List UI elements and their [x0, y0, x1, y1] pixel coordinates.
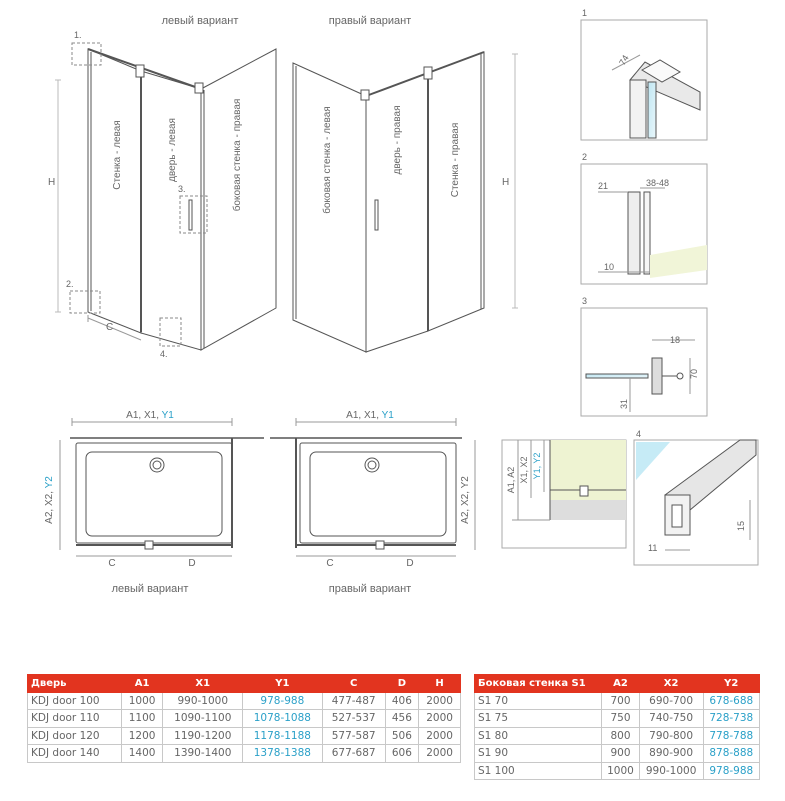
detail-3	[581, 308, 707, 416]
table-row	[475, 745, 760, 763]
detail-2-dim-b: 38-48	[646, 178, 670, 188]
table-cell: 990-1000	[639, 762, 703, 780]
left-drain	[150, 458, 164, 472]
door-table-header-cell: Дверь	[28, 675, 122, 693]
left-plan-caption: левый вариант	[111, 583, 189, 595]
left-fixed-panel-label: Стенка - левая	[112, 120, 123, 190]
table-cell: 2000	[419, 710, 461, 728]
table-cell: 1100	[121, 710, 163, 728]
table-row	[28, 692, 461, 710]
table-cell: 728-738	[703, 710, 759, 728]
table-cell: 1178-1188	[243, 727, 323, 745]
right-door-handle	[375, 200, 378, 230]
table-cell: 506	[385, 727, 419, 745]
table-cell: KDJ door 120	[28, 727, 122, 745]
table-cell: 1000	[602, 762, 639, 780]
table-cell: 1190-1200	[163, 727, 243, 745]
side-table-header	[475, 675, 760, 693]
right-door-label: дверь - правая	[392, 105, 403, 175]
wall-dim-a: A1, A2	[506, 466, 516, 494]
table-cell: 406	[385, 692, 419, 710]
detail-2-dim-c: 10	[604, 262, 615, 272]
door-table	[27, 674, 461, 763]
table-cell: 1200	[121, 727, 163, 745]
right-shower-tray	[300, 443, 456, 543]
detail-4-dim-b: 11	[648, 543, 658, 553]
right-plan-caption: правый вариант	[328, 583, 412, 595]
callout-1: 1.	[74, 30, 82, 40]
wall-dim-y: Y1, Y2	[532, 452, 542, 480]
left-dim-c: C	[106, 322, 114, 333]
detail-1	[581, 20, 707, 140]
table-cell: S1 80	[475, 727, 602, 745]
table-row	[475, 762, 760, 780]
table-cell: 790-800	[639, 727, 703, 745]
table-cell: S1 90	[475, 745, 602, 763]
table-row	[28, 727, 461, 745]
detail-3-dim-c: 31	[619, 398, 629, 410]
table-cell: S1 70	[475, 692, 602, 710]
side-panel-table	[474, 674, 760, 780]
callout-4: 4.	[160, 349, 168, 359]
door-table-header-cell: Y1	[243, 675, 323, 693]
left-door-label: дверь - левая	[167, 118, 178, 182]
right-drain	[365, 458, 379, 472]
detail-3-number: 3	[582, 296, 588, 306]
table-cell: 456	[385, 710, 419, 728]
left-plan-dim-c: C	[108, 558, 116, 569]
table-cell: 978-988	[243, 692, 323, 710]
table-cell: KDJ door 100	[28, 692, 122, 710]
right-plan-top-dim: A1, X1, Y1	[346, 410, 394, 421]
table-cell: 750	[602, 710, 639, 728]
table-cell: 577-587	[322, 727, 385, 745]
left-plan-top-dim: A1, X1, Y1	[126, 410, 174, 421]
left-plan	[60, 418, 264, 556]
table-cell: 800	[602, 727, 639, 745]
table-cell: KDJ door 110	[28, 710, 122, 728]
table-cell: 778-788	[703, 727, 759, 745]
left-dim-h: H	[48, 177, 56, 188]
side-table-header-cell: X2	[639, 675, 703, 693]
table-cell: 700	[602, 692, 639, 710]
table-cell: 900	[602, 745, 639, 763]
detail-1-dim: 74	[617, 53, 631, 67]
table-cell: 1000	[121, 692, 163, 710]
table-cell: S1 100	[475, 762, 602, 780]
right-plan	[270, 418, 475, 556]
right-side-panel-label: боковая стенка - левая	[322, 106, 333, 214]
table-cell: 677-687	[322, 745, 385, 763]
door-handle	[189, 200, 192, 230]
right-plan-side-dim: A2, X2, Y2	[460, 476, 471, 524]
right-plan-dim-d: D	[406, 558, 414, 569]
table-cell: KDJ door 140	[28, 745, 122, 763]
fixed-panel	[88, 49, 141, 333]
table-cell: 740-750	[639, 710, 703, 728]
table-cell: 878-888	[703, 745, 759, 763]
table-cell: 978-988	[703, 762, 759, 780]
left-plan-dim-d: D	[188, 558, 196, 569]
side-table-header-cell: Боковая стенка S1	[475, 675, 602, 693]
table-cell: 477-487	[322, 692, 385, 710]
table-cell: 606	[385, 745, 419, 763]
detail-3-dim-a: 18	[670, 335, 681, 345]
table-row	[28, 710, 461, 728]
detail-2-dim-a: 21	[598, 181, 609, 191]
callout-3: 3.	[178, 184, 186, 194]
door-table-header-cell: D	[385, 675, 419, 693]
table-row	[475, 692, 760, 710]
door-table-header-cell: C	[322, 675, 385, 693]
table-cell: 1078-1088	[243, 710, 323, 728]
detail-3-dim-b: 70	[689, 368, 699, 380]
right-elevation-caption: правый вариант	[328, 15, 412, 27]
table-cell: S1 75	[475, 710, 602, 728]
table-cell: 1390-1400	[163, 745, 243, 763]
wall-detail	[502, 440, 626, 548]
door-table-header-cell: A1	[121, 675, 163, 693]
table-cell: 1378-1388	[243, 745, 323, 763]
detail-2-number: 2	[582, 152, 588, 162]
table-cell: 1090-1100	[163, 710, 243, 728]
table-cell: 990-1000	[163, 692, 243, 710]
side-table-header-cell: A2	[602, 675, 639, 693]
right-dim-h: H	[502, 177, 510, 188]
wall-dim-x: X1, X2	[519, 456, 529, 484]
table-cell: 2000	[419, 692, 461, 710]
table-cell: 527-537	[322, 710, 385, 728]
door-table-header-cell: X1	[163, 675, 243, 693]
table-cell: 2000	[419, 727, 461, 745]
door-table-header-cell: H	[419, 675, 461, 693]
right-plan-dim-c: C	[326, 558, 334, 569]
side-table-header-cell: Y2	[703, 675, 759, 693]
callout-2: 2.	[66, 279, 74, 289]
detail-4-dim-a: 15	[736, 520, 746, 532]
table-row	[28, 745, 461, 763]
left-plan-side-dim: A2, X2, Y2	[44, 476, 55, 524]
table-row	[475, 710, 760, 728]
table-cell: 2000	[419, 745, 461, 763]
detail-4-number: 4	[636, 429, 642, 439]
table-cell: 690-700	[639, 692, 703, 710]
right-fixed-panel-label: Стенка - правая	[450, 122, 461, 198]
table-row	[475, 727, 760, 745]
left-shower-tray	[76, 443, 232, 543]
detail-1-number: 1	[582, 8, 588, 18]
left-side-panel-label: боковая стенка - правая	[232, 98, 243, 212]
table-cell: 678-688	[703, 692, 759, 710]
table-cell: 1400	[121, 745, 163, 763]
table-cell: 890-900	[639, 745, 703, 763]
door-table-header	[28, 675, 461, 693]
left-elevation-caption: левый вариант	[161, 15, 239, 27]
